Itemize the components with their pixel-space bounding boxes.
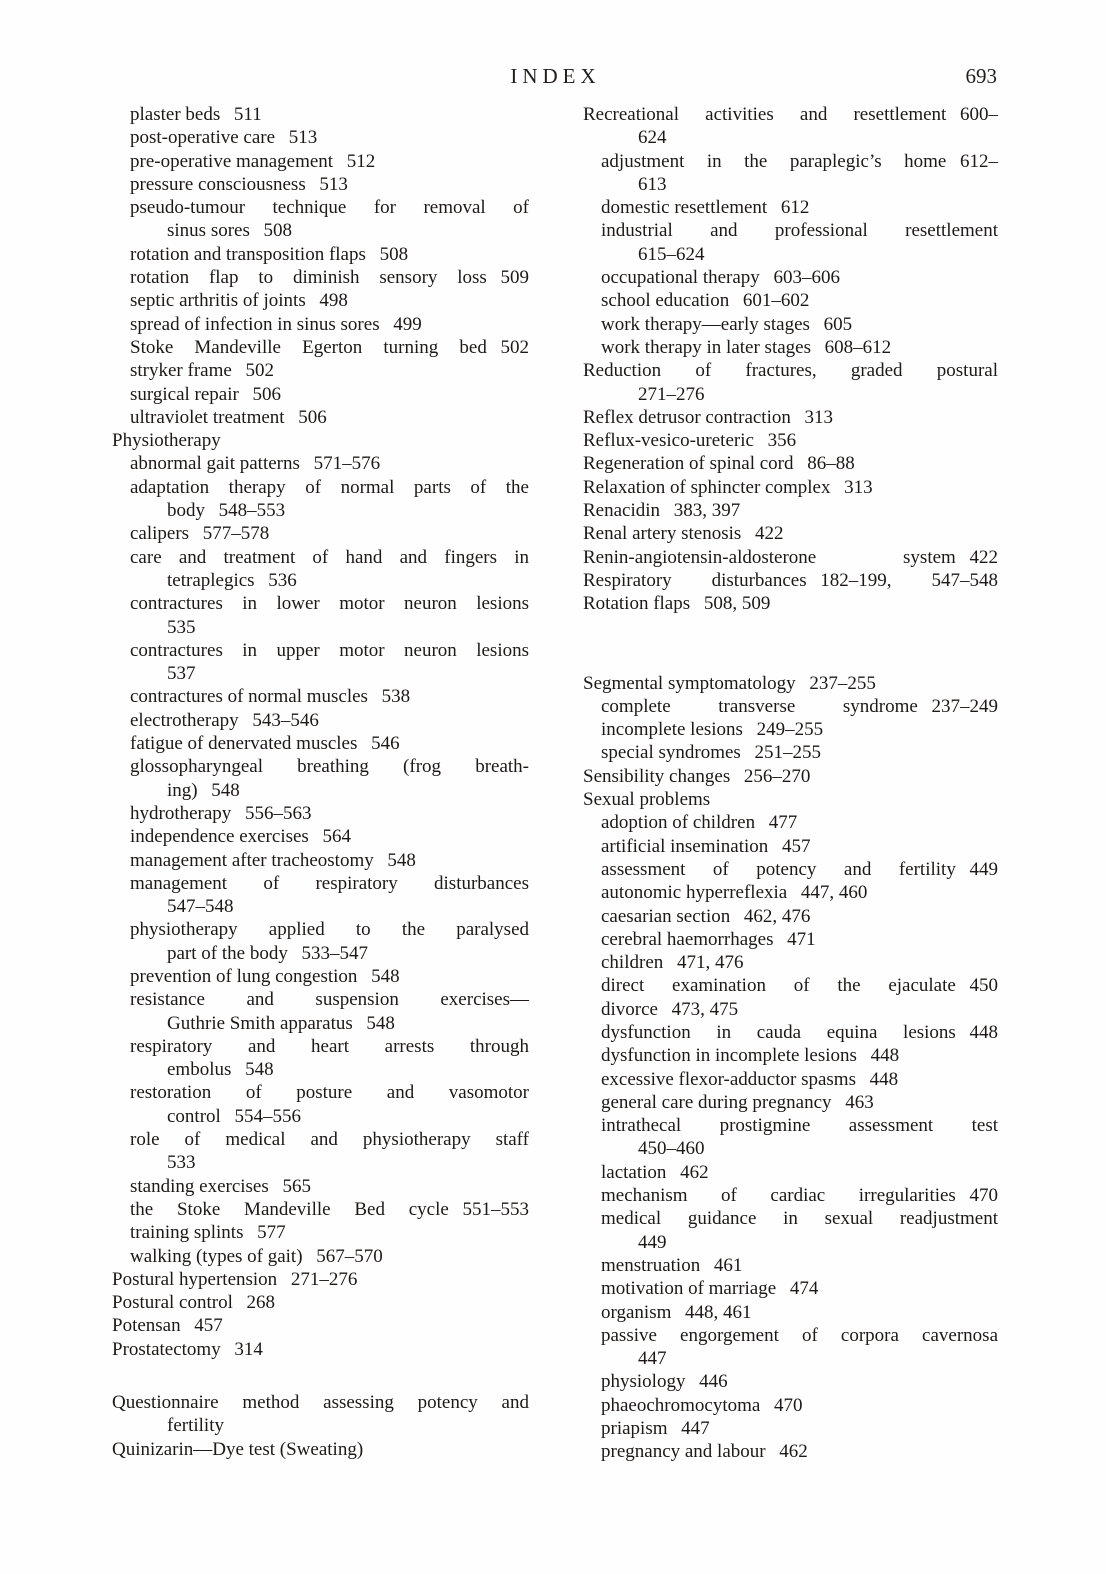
index-entry-line: body 548–553 bbox=[167, 500, 286, 522]
page-ref: 474 bbox=[789, 1278, 819, 1300]
page-ref: 457 bbox=[194, 1315, 223, 1337]
index-entry-line: 271–276 bbox=[638, 383, 705, 405]
page-ref: 314 bbox=[234, 1338, 263, 1360]
index-entry-line: work therapy in later stages 608–612 bbox=[601, 336, 892, 358]
page-ref: 508 bbox=[379, 243, 409, 265]
page-ref: 608–612 bbox=[824, 336, 892, 358]
page-number: 693 bbox=[965, 64, 997, 88]
page-ref: 422 bbox=[969, 546, 998, 568]
index-entry-line: role of medical and physiotherapy staff bbox=[130, 1129, 529, 1151]
index-entry-line: Segmental symptomatology 237–255 bbox=[583, 672, 876, 694]
index-entry-line: adaptation therapy of normal parts of the bbox=[130, 476, 529, 498]
index-entry-line: 535 bbox=[167, 616, 196, 638]
page-ref: 470 bbox=[969, 1185, 998, 1207]
index-entry-line: adjustment in the paraplegic’s home 612– bbox=[601, 150, 998, 172]
page-ref: 462 bbox=[680, 1161, 709, 1183]
index-entry-line: phaeochromocytoma 470 bbox=[601, 1394, 803, 1416]
page-ref: 508 bbox=[263, 220, 293, 242]
index-entry-line: general care during pregnancy 463 bbox=[601, 1091, 874, 1113]
index-entry-line: Sexual problems bbox=[583, 789, 711, 811]
page-ref: 447 bbox=[681, 1418, 710, 1440]
page-ref: 513 bbox=[319, 173, 348, 195]
page-ref: 462, 476 bbox=[743, 905, 811, 927]
page-ref: 513 bbox=[288, 127, 318, 149]
index-entry-line: children 471, 476 bbox=[601, 952, 744, 974]
index-entry-line: fatigue of denervated muscles 546 bbox=[130, 733, 400, 755]
index-entry-line: electrotherapy 543–546 bbox=[130, 709, 319, 731]
index-entry-line: priapism 447 bbox=[601, 1418, 710, 1440]
page-ref: 601–602 bbox=[742, 290, 810, 312]
page-ref: 237–249 bbox=[931, 695, 998, 717]
section-gap bbox=[583, 616, 998, 672]
index-entry-line: pre-operative management 512 bbox=[130, 150, 376, 172]
page-ref: 470 bbox=[774, 1394, 803, 1416]
page-ref: 548 bbox=[371, 965, 400, 987]
page-ref: 565 bbox=[282, 1175, 311, 1197]
index-entry-line: training splints 577 bbox=[130, 1222, 286, 1244]
page-ref: 509 bbox=[500, 267, 529, 289]
page-ref: 461 bbox=[713, 1254, 743, 1276]
index-entry-line: 537 bbox=[167, 663, 196, 685]
page-ref: 448 bbox=[969, 1021, 998, 1043]
page-ref: 356 bbox=[767, 430, 797, 452]
index-entry-line: domestic resettlement 612 bbox=[601, 197, 810, 219]
index-entry-line: Postural hypertension 271–276 bbox=[112, 1268, 358, 1290]
index-entry-line: 447 bbox=[638, 1348, 667, 1370]
index-entry-line: Relaxation of sphincter complex 313 bbox=[583, 476, 873, 498]
index-entry-line: mechanism of cardiac irregularities 470 bbox=[601, 1185, 998, 1207]
index-entry-line: passive engorgement of corpora cavernosa bbox=[601, 1324, 998, 1346]
page-ref: 533–547 bbox=[301, 942, 368, 964]
index-entry-line: surgical repair 506 bbox=[130, 383, 282, 405]
index-entry-line: Quinizarin—Dye test (Sweating) bbox=[112, 1438, 364, 1460]
page-ref: 548 bbox=[211, 779, 240, 801]
index-entry-line: pressure consciousness 513 bbox=[130, 173, 348, 195]
index-entry-line: prevention of lung congestion 548 bbox=[130, 965, 400, 987]
page-ref: 473, 475 bbox=[671, 998, 739, 1020]
index-entry-line: Regeneration of spinal cord 86–88 bbox=[583, 453, 855, 475]
index-entry-line: organism 448, 461 bbox=[601, 1301, 752, 1323]
index-entry-line: medical guidance in sexual readjustment bbox=[601, 1208, 998, 1230]
index-entry-line: Reflux-vesico-ureteric 356 bbox=[583, 430, 797, 452]
page-ref: 506 bbox=[298, 406, 327, 428]
index-entry-line: direct examination of the ejaculate 450 bbox=[601, 975, 998, 997]
index-entry-line: excessive flexor-adductor spasms 448 bbox=[601, 1068, 899, 1090]
index-entry-line: restoration of posture and vasomotor bbox=[130, 1082, 529, 1104]
page-ref: 512 bbox=[346, 150, 376, 172]
page-ref: 268 bbox=[246, 1292, 276, 1314]
index-entry-line: divorce 473, 475 bbox=[601, 998, 739, 1020]
page-ref: 463 bbox=[845, 1091, 874, 1113]
index-entry-line: 450–460 bbox=[638, 1138, 705, 1160]
index-entry-line: 615–624 bbox=[638, 243, 705, 265]
index-entry-line: sinus sores 508 bbox=[167, 220, 293, 242]
index-entry-line: glossopharyngeal breathing (frog breath- bbox=[130, 756, 529, 778]
index-entry-line: artificial insemination 457 bbox=[601, 835, 811, 857]
index-entry-line: management of respiratory disturbances bbox=[130, 872, 529, 894]
index-entry-line: Renal artery stenosis 422 bbox=[583, 523, 784, 545]
page-ref: 462 bbox=[779, 1441, 808, 1463]
page-ref: 605 bbox=[823, 313, 853, 335]
page-ref: 499 bbox=[393, 313, 422, 335]
page-ref: 457 bbox=[781, 835, 811, 857]
index-entry-line: care and treatment of hand and fingers in bbox=[130, 546, 529, 568]
page-title: INDEX bbox=[510, 64, 601, 88]
index-entry-line: industrial and professional resettlement bbox=[601, 220, 998, 242]
index-entry-line: spread of infection in sinus sores 499 bbox=[130, 313, 422, 335]
index-entry-line: Physiotherapy bbox=[112, 430, 221, 452]
page-ref: 498 bbox=[319, 290, 348, 312]
page-ref: 548 bbox=[245, 1059, 274, 1081]
index-entry-line: Renacidin 383, 397 bbox=[583, 500, 741, 522]
index-entry-line: complete transverse syndrome 237–249 bbox=[601, 695, 998, 717]
page-ref: 450 bbox=[969, 975, 998, 997]
page-ref: 508, 509 bbox=[703, 593, 771, 615]
page-ref: 251–255 bbox=[754, 742, 821, 764]
index-entry-line: adoption of children 477 bbox=[601, 812, 798, 834]
index-entry-line: Reflex detrusor contraction 313 bbox=[583, 406, 834, 428]
index-entry-line: Questionnaire method assessing potency and bbox=[112, 1392, 529, 1414]
page-ref: 502 bbox=[500, 336, 529, 358]
index-entry-line: ultraviolet treatment 506 bbox=[130, 406, 327, 428]
page-ref: 603–606 bbox=[773, 267, 840, 289]
index-entry-line: caesarian section 462, 476 bbox=[601, 905, 811, 927]
index-entry-line: rotation flap to diminish sensory loss 509 bbox=[130, 267, 529, 289]
page-ref: 567–570 bbox=[316, 1245, 383, 1267]
index-entry-line: control 554–556 bbox=[167, 1105, 301, 1127]
index-entry-line: 449 bbox=[638, 1231, 667, 1253]
page-ref: 86–88 bbox=[807, 453, 855, 475]
index-entry-line: post-operative care 513 bbox=[130, 127, 318, 149]
index-column-right bbox=[583, 103, 998, 1464]
index-entry-line: incomplete lesions 249–255 bbox=[601, 719, 824, 741]
index-entry-line: physiology 446 bbox=[601, 1371, 728, 1393]
page-ref: 546 bbox=[371, 733, 400, 755]
index-entry-line: physiotherapy applied to the paralysed bbox=[130, 919, 529, 941]
index-entry-line: motivation of marriage 474 bbox=[601, 1278, 819, 1300]
page-ref: 448, 461 bbox=[685, 1301, 752, 1323]
page-ref: 538 bbox=[381, 686, 411, 708]
page-ref: 556–563 bbox=[244, 802, 312, 824]
page-ref: 612 bbox=[780, 197, 810, 219]
page-ref: 471 bbox=[787, 928, 816, 950]
page-ref: 249–255 bbox=[756, 719, 824, 741]
page-ref: 471, 476 bbox=[676, 952, 744, 974]
page-ref: 612– bbox=[960, 150, 998, 172]
index-entry-line: occupational therapy 603–606 bbox=[601, 267, 840, 289]
index-entry-line: Sensibility changes 256–270 bbox=[583, 765, 811, 787]
page-ref: 422 bbox=[754, 523, 784, 545]
page-ref: 313 bbox=[804, 406, 834, 428]
index-entry-line: 613 bbox=[638, 173, 667, 195]
page-ref: 313 bbox=[844, 476, 873, 498]
index-entry-line: Respiratory disturbances 182–199, 547–548 bbox=[583, 569, 998, 591]
page-ref: 548 bbox=[387, 849, 416, 871]
page-ref: 536 bbox=[268, 569, 297, 591]
index-entry-line: fertility bbox=[167, 1415, 224, 1437]
index-entry-line: part of the body 533–547 bbox=[167, 942, 368, 964]
page-ref: 571–576 bbox=[313, 453, 381, 475]
index-entry-line: Stoke Mandeville Egerton turning bed 502 bbox=[130, 336, 529, 358]
index-entry-line: independence exercises 564 bbox=[130, 826, 351, 848]
page-ref: 554–556 bbox=[234, 1105, 301, 1127]
index-entry-line: standing exercises 565 bbox=[130, 1175, 311, 1197]
page-ref: 447, 460 bbox=[800, 882, 868, 904]
index-entry-line: dysfunction in cauda equina lesions 448 bbox=[601, 1021, 998, 1043]
page-ref: 446 bbox=[699, 1371, 728, 1393]
index-entry-line: plaster beds 511 bbox=[130, 104, 262, 125]
index-entry-line: dysfunction in incomplete lesions 448 bbox=[601, 1045, 900, 1067]
index-entry-line: stryker frame 502 bbox=[130, 360, 274, 382]
index-entry-line: walking (types of gait) 567–570 bbox=[130, 1245, 383, 1267]
page-ref: 502 bbox=[245, 360, 274, 382]
index-entry-line: Potensan 457 bbox=[112, 1315, 223, 1337]
index-entry-line: lactation 462 bbox=[601, 1161, 709, 1183]
index-column-left bbox=[112, 103, 529, 1461]
index-entry-line: Prostatectomy 314 bbox=[112, 1338, 263, 1360]
page-ref: 271–276 bbox=[290, 1268, 358, 1290]
index-entry-line: Postural control 268 bbox=[112, 1292, 276, 1314]
index-entry-line: assessment of potency and fertility 449 bbox=[601, 858, 998, 880]
index-entry-line: contractures in upper motor neuron lesions bbox=[130, 639, 529, 661]
page-ref: 383, 397 bbox=[673, 500, 741, 522]
page-ref: 449 bbox=[969, 858, 998, 880]
index-entry-line: intrathecal prostigmine assessment test bbox=[601, 1115, 998, 1137]
index-entry-line: resistance and suspension exercises— bbox=[130, 989, 529, 1011]
index-entry-line: respiratory and heart arrests through bbox=[130, 1035, 529, 1057]
page-ref: 548–553 bbox=[218, 500, 286, 522]
index-entry-line: the Stoke Mandeville Bed cycle 551–553 bbox=[130, 1198, 529, 1220]
page-ref: 237–255 bbox=[809, 672, 876, 694]
index-entry-line: pseudo-tumour technique for removal of bbox=[130, 197, 529, 219]
page-ref: 577–578 bbox=[202, 523, 270, 545]
page-ref: 448 bbox=[870, 1045, 900, 1067]
index-entry-line: contractures of normal muscles 538 bbox=[130, 686, 411, 708]
page-ref: 548 bbox=[366, 1012, 395, 1034]
index-entry-line: pregnancy and labour 462 bbox=[601, 1441, 808, 1463]
section-gap bbox=[112, 1361, 529, 1391]
index-entry-line: autonomic hyperreflexia 447, 460 bbox=[601, 882, 868, 904]
page-ref: 551–553 bbox=[462, 1198, 529, 1220]
index-entry-line: Recreational activities and resettlement 600– bbox=[583, 104, 998, 125]
index-entry-line: contractures in lower motor neuron lesions bbox=[130, 593, 529, 615]
index-entry-line: management after tracheostomy 548 bbox=[130, 849, 416, 871]
page-ref: 477 bbox=[768, 812, 798, 834]
page-ref: 448 bbox=[869, 1068, 899, 1090]
index-entry-line: 533 bbox=[167, 1152, 196, 1174]
index-entry-line: Reduction of fractures, graded postural bbox=[583, 360, 998, 382]
page-ref: 506 bbox=[252, 383, 282, 405]
index-entry-line: septic arthritis of joints 498 bbox=[130, 290, 348, 312]
index-entry-line: cerebral haemorrhages 471 bbox=[601, 928, 816, 950]
index-entry-line: tetraplegics 536 bbox=[167, 569, 297, 591]
index-entry-line: calipers 577–578 bbox=[130, 523, 270, 545]
index-entry-line: work therapy—early stages 605 bbox=[601, 313, 853, 335]
index-entry-line: special syndromes 251–255 bbox=[601, 742, 821, 764]
page-ref: 182–199, 547–548 bbox=[820, 569, 998, 591]
index-entry-line: rotation and transposition flaps 508 bbox=[130, 243, 409, 265]
page-ref: 543–546 bbox=[252, 709, 319, 731]
page-ref: 600– bbox=[960, 104, 998, 125]
page-ref: 577 bbox=[257, 1222, 286, 1244]
index-entry-line: Rotation flaps 508, 509 bbox=[583, 593, 771, 615]
index-entry-line: menstruation 461 bbox=[601, 1254, 743, 1276]
index-entry-line: hydrotherapy 556–563 bbox=[130, 802, 312, 824]
index-entry-line: Guthrie Smith apparatus 548 bbox=[167, 1012, 395, 1034]
index-entry-line: ing) 548 bbox=[167, 779, 240, 801]
index-entry-line: school education 601–602 bbox=[601, 290, 810, 312]
page-ref: 564 bbox=[322, 826, 351, 848]
index-entry-line: Renin-angiotensin-aldosterone system 422 bbox=[583, 546, 998, 568]
page-ref: 256–270 bbox=[743, 765, 811, 787]
index-entry-line: 547–548 bbox=[167, 896, 234, 918]
index-entry-line: 624 bbox=[638, 127, 667, 149]
index-entry-line: abnormal gait patterns 571–576 bbox=[130, 453, 381, 475]
page-ref: 511 bbox=[233, 104, 262, 125]
index-entry-line: embolus 548 bbox=[167, 1059, 274, 1081]
